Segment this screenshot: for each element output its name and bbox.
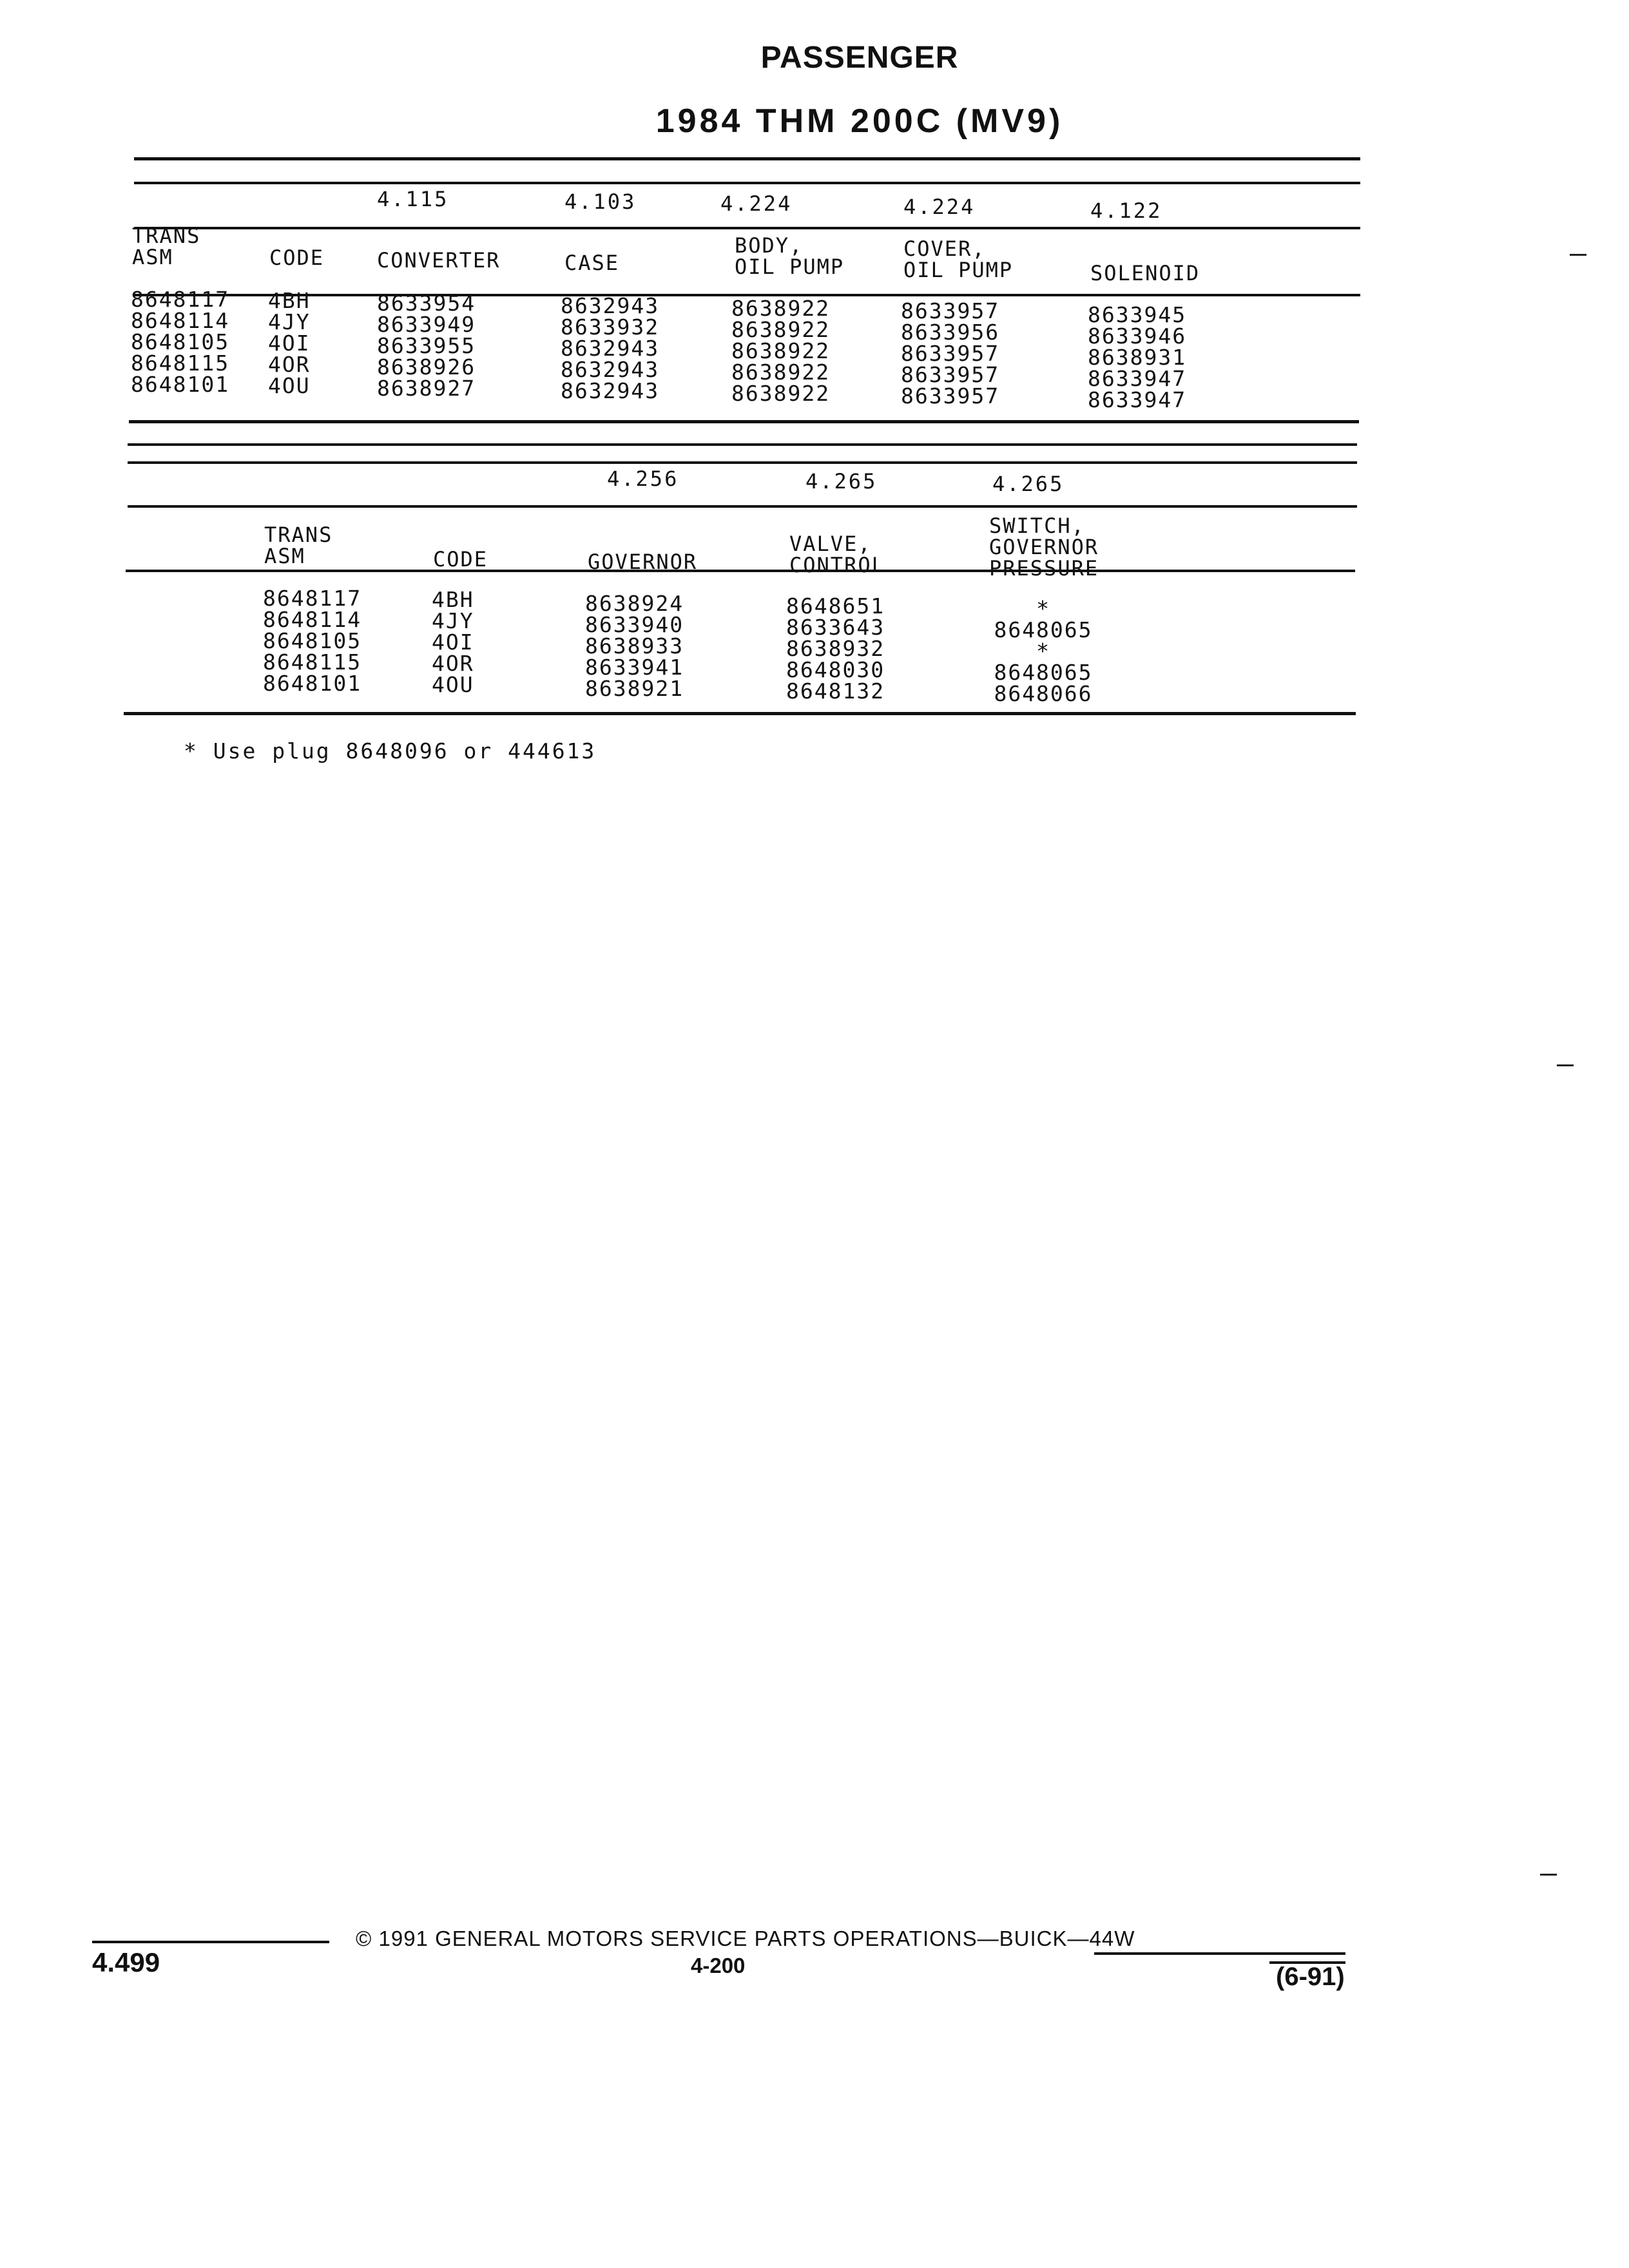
table-cell: 4JY (268, 309, 311, 334)
table-cell: 8632943 (561, 336, 660, 361)
table-cell: * (1036, 596, 1050, 621)
table-cell: 8633947 (1088, 366, 1187, 391)
table-cell: 8648114 (263, 607, 362, 632)
table-cell: 8632943 (561, 293, 660, 318)
table2-col-governor (585, 593, 684, 699)
table-cell: 8633954 (377, 291, 476, 316)
table-cell: 8638922 (731, 338, 831, 363)
table-cell: 8638926 (377, 354, 476, 380)
table2-col-valve-control (786, 595, 885, 702)
table2-header-valve-control: VALVE, CONTROL (789, 532, 885, 577)
table1-col-cover-oil-pump (901, 300, 999, 407)
table-cell: 4OI (268, 331, 311, 356)
table2-ref-governor: 4.256 (607, 466, 679, 491)
table1-ref-converter: 4.115 (377, 187, 449, 211)
table2-col-switch (986, 598, 1101, 704)
table-cell: 8638931 (1088, 345, 1187, 370)
table2-ref-valve-control: 4.265 (805, 469, 878, 494)
footer-rule-right (1094, 1952, 1345, 1955)
table-cell: 4JY (432, 608, 474, 633)
table1-ref-solenoid: 4.122 (1090, 198, 1162, 223)
table-cell: 8648115 (131, 351, 230, 376)
table1-header-case: CASE (564, 251, 620, 275)
table1-header-rule (134, 227, 1360, 229)
table1-header-trans-asm: TRANS ASM (132, 224, 201, 269)
table-cell: 4OU (432, 672, 474, 697)
table-cell: 4OI (432, 629, 474, 655)
table2-header-trans-asm: TRANS ASM (264, 523, 333, 568)
footer-page-number: 4.499 (92, 1947, 160, 1977)
table-cell: 8638927 (377, 376, 476, 401)
table2-header-governor: GOVERNOR (588, 550, 698, 574)
table-cell: 8633941 (585, 655, 684, 680)
margin-tick-middle (1557, 1064, 1574, 1066)
table-cell: 8633949 (377, 312, 476, 337)
table1-header-body-oil-pump: BODY, OIL PUMP (735, 233, 845, 279)
table1-header-cover-oil-pump: COVER, OIL PUMP (903, 236, 1014, 282)
table-cell: 8648115 (263, 649, 362, 675)
table-cell: 8633955 (377, 333, 476, 358)
table-cell: 4OR (432, 651, 474, 676)
table-cell: 8648066 (994, 681, 1093, 706)
table1-header-solenoid: SOLENOID (1090, 261, 1200, 285)
table1-col-trans-asm (131, 289, 229, 395)
table-cell: 8648105 (263, 628, 362, 653)
table-cell: 8633957 (901, 362, 1000, 387)
table2-ref-switch: 4.265 (992, 472, 1065, 496)
table2-col-code (432, 589, 474, 695)
table-cell: 8633957 (901, 341, 1000, 366)
table-cell: 8633946 (1088, 323, 1187, 349)
table1-header-code: CODE (269, 245, 325, 270)
table2-header-rule (128, 505, 1357, 508)
table-cell: 8638932 (786, 636, 885, 661)
table-cell: 8633643 (786, 615, 885, 640)
table2-col-trans-asm (263, 588, 361, 694)
table2-top-rule-2 (128, 461, 1357, 464)
footer-section-number: 4-200 (691, 1954, 746, 1977)
footer-date: (6-91) (1276, 1963, 1345, 1991)
footer-copyright: © 1991 GENERAL MOTORS SERVICE PARTS OPERATIONS—BUICK—44W (356, 1927, 1135, 1950)
table1-bottom-rule (129, 420, 1359, 423)
margin-tick-bottom (1540, 1874, 1557, 1876)
table-cell: 8648651 (786, 593, 885, 619)
table2-top-rule (128, 443, 1357, 446)
table1-ref-cover-oil-pump: 4.224 (903, 195, 976, 219)
table-cell: 8633932 (561, 314, 660, 340)
table-cell: 8638933 (585, 633, 684, 658)
table2-header-switch: SWITCH, GOVERNOR PRESSURE (989, 514, 1099, 581)
table1-header-converter: CONVERTER (377, 248, 501, 273)
table1-col-solenoid (1088, 304, 1186, 410)
table-cell: 8648105 (131, 329, 230, 354)
footnote: * Use plug 8648096 or 444613 (184, 738, 597, 764)
table-cell: 8638922 (731, 317, 831, 342)
table2-header-code: CODE (433, 547, 488, 572)
table-cell: 8632943 (561, 357, 660, 382)
table1-top-rule (134, 157, 1360, 160)
table-cell: 8633956 (901, 320, 1000, 345)
table-cell: 8648117 (263, 586, 362, 611)
table1-col-code (268, 290, 311, 396)
table-cell: 8633957 (901, 298, 1000, 323)
table1-col-converter (377, 293, 476, 399)
table2-body-rule (126, 570, 1355, 572)
table1-col-case (561, 295, 659, 401)
margin-tick-top (1570, 254, 1586, 256)
table-cell: 8633947 (1088, 387, 1187, 412)
table-cell: 4BH (432, 587, 474, 612)
table-cell: 8648117 (131, 287, 230, 312)
table-cell: 8638922 (731, 360, 831, 385)
footer-rule-left (92, 1941, 329, 1943)
page-title: PASSENGER (760, 41, 959, 75)
table1-ref-case: 4.103 (564, 189, 637, 214)
table-cell: 8648132 (786, 678, 885, 704)
table-cell: 8648030 (786, 657, 885, 682)
table-cell: 8638922 (731, 296, 831, 321)
table-cell: 8633957 (901, 383, 1000, 408)
table-cell: 4OU (268, 373, 311, 398)
table-cell: 8638924 (585, 591, 684, 616)
table-cell: 8638922 (731, 381, 831, 406)
table2-bottom-rule (124, 712, 1356, 715)
table-cell: 8632943 (561, 378, 660, 403)
table-cell: 8648101 (131, 372, 230, 397)
table1-col-body-oil-pump (731, 298, 830, 404)
table1-ref-body-oil-pump: 4.224 (720, 191, 793, 216)
table-cell: 4OR (268, 352, 311, 377)
table1-top-rule-2 (134, 182, 1360, 184)
table-cell: * (1036, 639, 1050, 664)
table-cell: 4BH (268, 288, 311, 313)
table-cell: 8648114 (131, 308, 230, 333)
table-cell: 8648065 (994, 660, 1093, 685)
table-cell: 8633940 (585, 612, 684, 637)
table-cell: 8648065 (994, 617, 1093, 642)
table-cell: 8648101 (263, 671, 362, 696)
table-cell: 8633945 (1088, 302, 1187, 327)
table-cell: 8638921 (585, 676, 684, 701)
page-subtitle: 1984 THM 200C (MV9) (655, 102, 1064, 140)
